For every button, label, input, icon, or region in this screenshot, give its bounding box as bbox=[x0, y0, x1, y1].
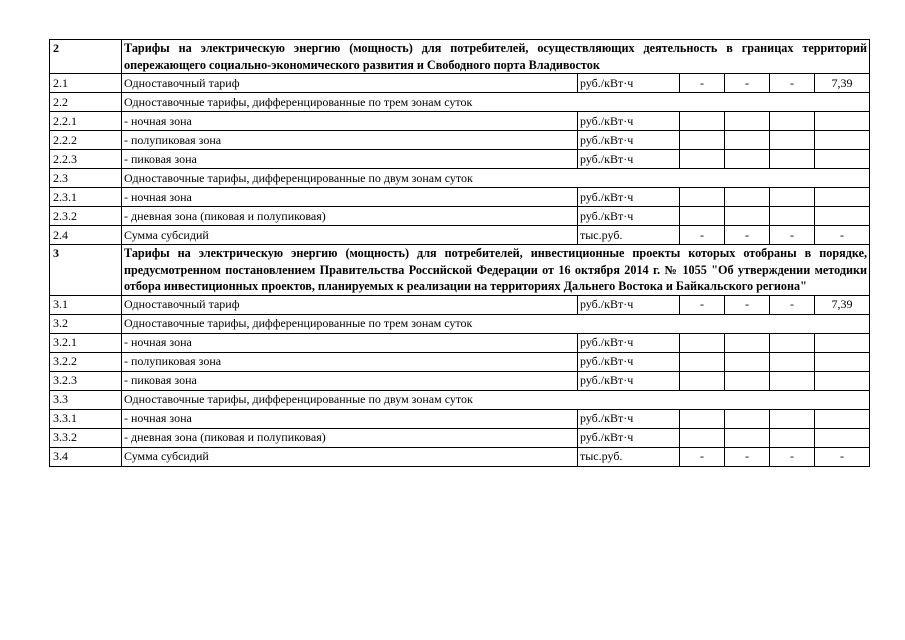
empty-cell bbox=[725, 428, 770, 447]
table-row bbox=[50, 188, 870, 207]
empty-cell bbox=[725, 352, 770, 371]
row-name: - ночная зона bbox=[122, 112, 578, 131]
empty-cell bbox=[680, 371, 725, 390]
row-number: 2.3.2 bbox=[50, 207, 122, 226]
row-number: 2.3.1 bbox=[50, 188, 122, 207]
row-unit: руб./кВт·ч bbox=[578, 112, 680, 131]
section-title: Тарифы на электрическую энергию (мощность) для потребителей, осуществляющих деятельность в границах территорий опережающего социально-экономического развития и Свободного порта Владивосток bbox=[122, 40, 870, 74]
empty-cell bbox=[770, 188, 815, 207]
table-row bbox=[50, 74, 870, 93]
row-value: - bbox=[725, 295, 770, 314]
row-value: - bbox=[770, 295, 815, 314]
row-value: - bbox=[680, 447, 725, 466]
empty-cell bbox=[680, 352, 725, 371]
table-row bbox=[50, 131, 870, 150]
empty-cell bbox=[815, 409, 870, 428]
row-number: 2.3 bbox=[50, 169, 122, 188]
row-number: 3.2 bbox=[50, 314, 122, 333]
empty-cell bbox=[770, 150, 815, 169]
row-unit: руб./кВт·ч bbox=[578, 352, 680, 371]
row-name: Одноставочный тариф bbox=[122, 295, 578, 314]
row-name: Сумма субсидий bbox=[122, 447, 578, 466]
empty-cell bbox=[725, 333, 770, 352]
row-value: 7,39 bbox=[815, 74, 870, 93]
row-name: Одноставочные тарифы, дифференцированные по трем зонам суток bbox=[122, 93, 870, 112]
table-row bbox=[50, 207, 870, 226]
empty-cell bbox=[680, 150, 725, 169]
row-number: 3.1 bbox=[50, 295, 122, 314]
table-row bbox=[50, 226, 870, 245]
row-number: 2.2.2 bbox=[50, 131, 122, 150]
row-number: 3.3.1 bbox=[50, 409, 122, 428]
empty-cell bbox=[680, 188, 725, 207]
empty-cell bbox=[815, 352, 870, 371]
row-value: 7,39 bbox=[815, 295, 870, 314]
empty-cell bbox=[680, 112, 725, 131]
row-number: 3.2.3 bbox=[50, 371, 122, 390]
table-row bbox=[50, 295, 870, 314]
row-unit: руб./кВт·ч bbox=[578, 74, 680, 93]
empty-cell bbox=[725, 131, 770, 150]
table-row bbox=[50, 112, 870, 131]
row-value: - bbox=[725, 226, 770, 245]
empty-cell bbox=[680, 428, 725, 447]
row-value: - bbox=[725, 74, 770, 93]
empty-cell bbox=[725, 188, 770, 207]
row-name: Одноставочные тарифы, дифференцированные по двум зонам суток bbox=[122, 390, 870, 409]
empty-cell bbox=[770, 207, 815, 226]
section-title: Тарифы на электрическую энергию (мощность) для потребителей, инвестиционные проекты которых отобраны в порядке, предусмотренном постановлением Правительства Российской Федерации от 16 октября 2014 г. № 1055 "Об утверждении методики отбора инвестиционных проектов, планируемых к реализации на территориях Дальнего Востока и Байкальского региона" bbox=[122, 245, 870, 296]
row-value: - bbox=[815, 226, 870, 245]
empty-cell bbox=[725, 371, 770, 390]
section-header-row bbox=[50, 245, 870, 296]
row-number: 3.4 bbox=[50, 447, 122, 466]
empty-cell bbox=[815, 207, 870, 226]
row-number: 2.2.3 bbox=[50, 150, 122, 169]
empty-cell bbox=[770, 409, 815, 428]
row-name: Одноставочные тарифы, дифференцированные по трем зонам суток bbox=[122, 314, 870, 333]
empty-cell bbox=[815, 131, 870, 150]
section-header-row bbox=[50, 40, 870, 74]
table-row bbox=[50, 93, 870, 112]
row-name: - дневная зона (пиковая и полупиковая) bbox=[122, 207, 578, 226]
empty-cell bbox=[770, 352, 815, 371]
table-row bbox=[50, 314, 870, 333]
row-unit: тыс.руб. bbox=[578, 226, 680, 245]
row-number: 3.2.2 bbox=[50, 352, 122, 371]
empty-cell bbox=[770, 428, 815, 447]
row-number: 3.2.1 bbox=[50, 333, 122, 352]
table-row bbox=[50, 371, 870, 390]
row-name: - дневная зона (пиковая и полупиковая) bbox=[122, 428, 578, 447]
empty-cell bbox=[815, 428, 870, 447]
table-row bbox=[50, 390, 870, 409]
table-row bbox=[50, 428, 870, 447]
empty-cell bbox=[725, 207, 770, 226]
row-number: 3.3.2 bbox=[50, 428, 122, 447]
empty-cell bbox=[680, 207, 725, 226]
row-name: Сумма субсидий bbox=[122, 226, 578, 245]
row-number: 2.4 bbox=[50, 226, 122, 245]
empty-cell bbox=[770, 131, 815, 150]
empty-cell bbox=[725, 409, 770, 428]
row-value: - bbox=[815, 447, 870, 466]
row-value: - bbox=[770, 226, 815, 245]
table-row bbox=[50, 447, 870, 466]
empty-cell bbox=[725, 112, 770, 131]
row-name: - пиковая зона bbox=[122, 150, 578, 169]
empty-cell bbox=[815, 150, 870, 169]
row-unit: тыс.руб. bbox=[578, 447, 680, 466]
row-name: - пиковая зона bbox=[122, 371, 578, 390]
row-value: - bbox=[680, 226, 725, 245]
table-row bbox=[50, 150, 870, 169]
empty-cell bbox=[815, 188, 870, 207]
row-unit: руб./кВт·ч bbox=[578, 409, 680, 428]
empty-cell bbox=[680, 131, 725, 150]
row-number: 2.2 bbox=[50, 93, 122, 112]
empty-cell bbox=[725, 150, 770, 169]
row-unit: руб./кВт·ч bbox=[578, 295, 680, 314]
table-row bbox=[50, 352, 870, 371]
row-name: Одноставочные тарифы, дифференцированные по двум зонам суток bbox=[122, 169, 870, 188]
table-row bbox=[50, 409, 870, 428]
row-value: - bbox=[680, 295, 725, 314]
row-unit: руб./кВт·ч bbox=[578, 150, 680, 169]
empty-cell bbox=[815, 333, 870, 352]
row-value: - bbox=[770, 74, 815, 93]
empty-cell bbox=[815, 112, 870, 131]
empty-cell bbox=[770, 112, 815, 131]
row-name: - ночная зона bbox=[122, 409, 578, 428]
row-unit: руб./кВт·ч bbox=[578, 333, 680, 352]
empty-cell bbox=[680, 409, 725, 428]
row-name: - ночная зона bbox=[122, 188, 578, 207]
section-number: 2 bbox=[50, 40, 122, 74]
empty-cell bbox=[770, 333, 815, 352]
empty-cell bbox=[815, 371, 870, 390]
empty-cell bbox=[680, 333, 725, 352]
empty-cell bbox=[770, 371, 815, 390]
row-number: 2.2.1 bbox=[50, 112, 122, 131]
row-name: Одноставочный тариф bbox=[122, 74, 578, 93]
row-unit: руб./кВт·ч bbox=[578, 371, 680, 390]
row-unit: руб./кВт·ч bbox=[578, 428, 680, 447]
section-number: 3 bbox=[50, 245, 122, 296]
row-name: - полупиковая зона bbox=[122, 131, 578, 150]
row-unit: руб./кВт·ч bbox=[578, 131, 680, 150]
row-number: 3.3 bbox=[50, 390, 122, 409]
row-name: - полупиковая зона bbox=[122, 352, 578, 371]
row-unit: руб./кВт·ч bbox=[578, 188, 680, 207]
row-number: 2.1 bbox=[50, 74, 122, 93]
table-row bbox=[50, 333, 870, 352]
tariff-table bbox=[49, 39, 870, 467]
row-name: - ночная зона bbox=[122, 333, 578, 352]
table-row bbox=[50, 169, 870, 188]
row-value: - bbox=[770, 447, 815, 466]
row-value: - bbox=[680, 74, 725, 93]
row-value: - bbox=[725, 447, 770, 466]
row-unit: руб./кВт·ч bbox=[578, 207, 680, 226]
